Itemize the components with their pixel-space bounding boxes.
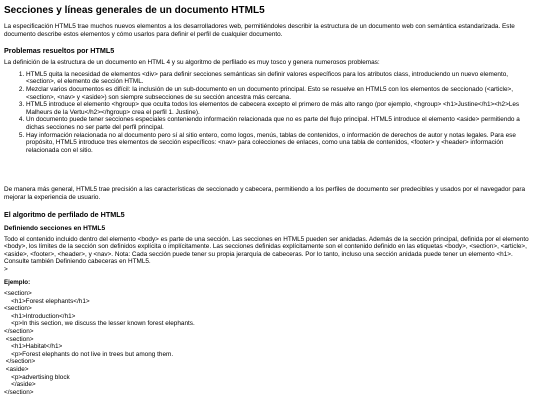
list-item: 1. HTML5 quita la necesidad de elementos <div> para definir secciones semánticas sin definir valores específicos para los atributos class, introduciendo un nuevo elemento, <section>, el elemento de sección HTML. bbox=[26, 71, 536, 86]
code-line: </section> bbox=[4, 388, 34, 396]
code-line: <section> bbox=[4, 290, 32, 298]
summary-paragraph: De manera más general, HTML5 trae precisión a las características de seccionado y cabecera, permitiendo a los perfiles de documento ser predecibles y usados por el navegador para mejorar la experiencia de usuario. bbox=[4, 186, 526, 201]
code-line: </section> bbox=[4, 328, 34, 336]
problems-list bbox=[4, 71, 536, 155]
list-item: 2. Mezclar varios documentos es difícil: la inclusión de un sub-documento en un documento principal. Esto se resuelve en HTML5 con los elementos de seccionado (<article>, <section>, <nav> y <aside>) son siempre subsecciones de su sección ancestra más cercana. bbox=[26, 86, 536, 101]
code-example bbox=[4, 290, 536, 396]
code-line: <aside> bbox=[4, 366, 29, 373]
defining-sections-heading: Definiendo secciones en HTML5 bbox=[4, 224, 106, 232]
problems-heading: Problemas resueltos por HTML5 bbox=[4, 46, 115, 56]
sections-paragraph bbox=[4, 236, 536, 274]
code-line: <h1>Introduction</h1> bbox=[4, 312, 76, 320]
page-title: Secciones y líneas generales de un documento HTML5 bbox=[4, 5, 265, 16]
list-item: 4. Un documento puede tener secciones especiales conteniendo información relacionada que no es parte del flujo principal. HTML5 introduce el elemento <aside> permitiendo a dichas secciones no ser parte del perfil principal. bbox=[26, 116, 536, 131]
code-line: <h1>Forest elephants</h1> bbox=[4, 297, 90, 305]
code-line: <p>advertising block bbox=[4, 373, 70, 381]
blank-space bbox=[4, 158, 536, 186]
algorithm-heading: El algoritmo de perfilado de HTML5 bbox=[4, 209, 125, 219]
code-line: <p>Forest elephants do not live in trees but among them. bbox=[4, 350, 174, 358]
code-line: <section> bbox=[4, 305, 32, 313]
example-label: Ejemplo: bbox=[4, 279, 31, 287]
stray-gt: > bbox=[4, 265, 8, 273]
code-line: </aside> bbox=[4, 381, 36, 389]
list-item: 5. Hay información relacionada no al documento pero sí al sitio entero, como logos, menús, tablas de contenidos, o información de derechos de autor y notas legales. Para ese propósito, HTML5 introduce tres elementos de sección específicos: <nav> para colecciones de enlaces, como una tabla de contenidos, <footer> y <header> información relacionada con el sitio. bbox=[26, 132, 536, 155]
intro-paragraph: La especificación HTML5 trae muchos nuevos elementos a los desarrolladores web, permitiéndoles describir la estructura de un documento web con semántica estandarizada. Este documento describe estos elementos y cómo usarlos para definir el perfil de cualquier documento. bbox=[4, 23, 515, 38]
list-item: 3. HTML5 introduce el elemento <hgroup> que oculta todos los elementos de cabecera excepto el primero de más alto rango (por ejemplo, <hgroup> <h1>Justine</h1><h2>Les Malheurs de la Vertu</h2></hgroup> crea el perfil 1. Justine). bbox=[26, 101, 536, 116]
problems-lead: La definición de la estructura de un documento en HTML 4 y su algoritmo de perfilado es muy tosco y genera numerosos problemas: bbox=[4, 59, 380, 67]
code-line: <p>In this section, we discuss the lesser known forest elephants. bbox=[4, 320, 195, 328]
code-line: <h1>Habitat</h1> bbox=[4, 343, 63, 351]
code-line: <section> bbox=[4, 335, 34, 343]
sections-text: Todo el contenido incluido dentro del elemento <body> es parte de una sección. Las secciones en HTML5 pueden ser anidadas. Además de la sección principal, definida por el elemento <body>, los límites de la sección son definidos explícita o implícitamente. Las secciones definidas explícitamente son el contenido definido en las etiquetas <body>, <section>, <article>, <aside>, <footer>, <header>, y <nav>. Nota: Cada sección puede tener su propia jerarquía de cabeceras. Por lo tanto, incluso una sección anidada puede tener un elemento <h1>. Consulte también Definiendo cabeceras en HTML5. bbox=[4, 235, 529, 266]
code-line: </section> bbox=[4, 358, 36, 366]
